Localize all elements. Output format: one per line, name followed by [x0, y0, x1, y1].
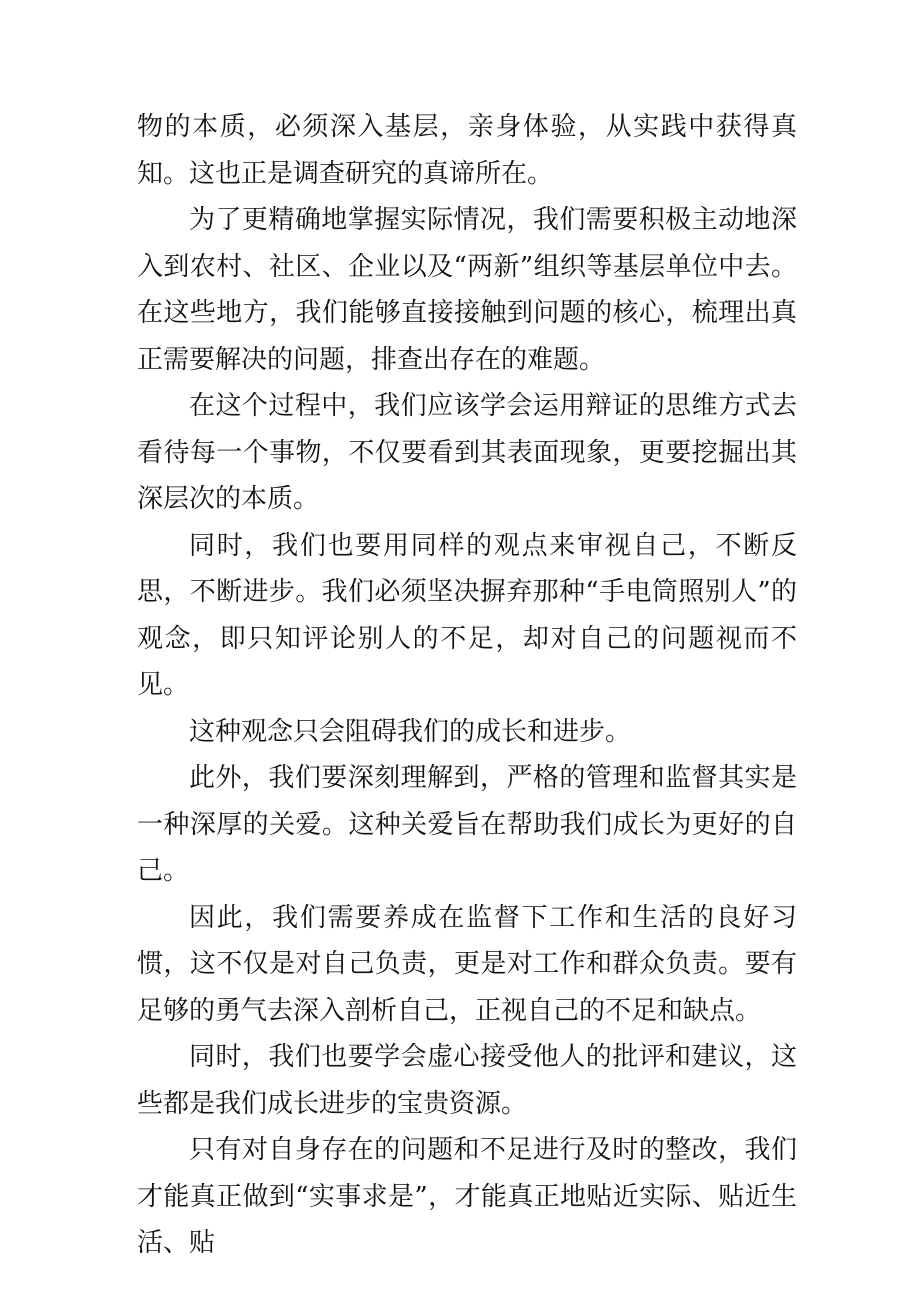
paragraph: 这种观念只会阻碍我们的成长和进步。 — [189, 716, 632, 747]
paragraph: 只有对自身存在的问题和不足进行及时的整改，我们才能真正做到“实事求是”，才能真正地贴近实际、贴近生活、贴 — [137, 1135, 797, 1258]
paragraph: 此外，我们要深刻理解到，严格的管理和监督其实是一种深厚的关爱。这种关爱旨在帮助我们成长为更好的自己。 — [137, 763, 797, 886]
paragraph: 在这个过程中，我们应该学会运用辩证的思维方式去看待每一个事物，不仅要看到其表面现象，更要挖掘出其深层次的本质。 — [137, 391, 797, 514]
paragraph: 因此，我们需要养成在监督下工作和生活的良好习惯，这不仅是对自己负责，更是对工作和群众负责。要有足够的勇气去深入剖析自己，正视自己的不足和缺点。 — [137, 902, 797, 1026]
paragraph-continued: 物的本质，必须深入基层，亲身体验，从实践中获得真知。这也正是调查研究的真谛所在。 — [137, 112, 797, 189]
paragraph: 同时，我们也要用同样的观点来审视自己，不断反思，不断进步。我们必须坚决摒弃那种“手电筒照别人”的观念，即只知评论别人的不足，却对自己的问题视而不见。 — [137, 530, 797, 700]
paragraph: 同时，我们也要学会虚心接受他人的批评和建议，这些都是我们成长进步的宝贵资源。 — [137, 1042, 797, 1119]
document-body — [137, 104, 797, 1267]
paragraph: 为了更精确地掌握实际情况，我们需要积极主动地深入到农村、社区、企业以及“两新”组织等基层单位中去。在这些地方，我们能够直接接触到问题的核心，梳理出真正需要解决的问题，排查出存在的难题。 — [137, 205, 797, 375]
